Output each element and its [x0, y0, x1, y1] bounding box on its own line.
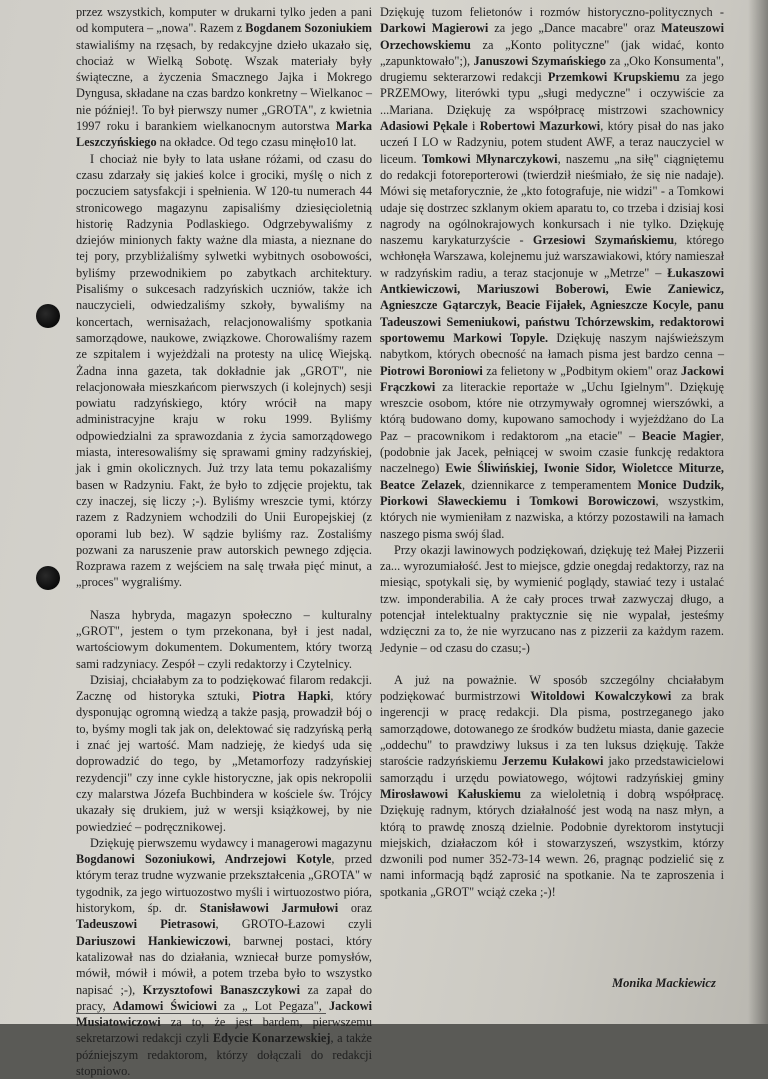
person-name: Przemkowi Krupskiemu — [547, 70, 680, 85]
person-name: Mateuszowi Orzechowskiemu — [380, 21, 725, 52]
text-run: , (podobnie jak Jacek, pełniącej w swoim czasie funkcję redaktora naczelnego) — [380, 428, 724, 476]
article-paragraph — [380, 4, 724, 542]
text-run: , barwnej postaci, który katalizował nas do działania, wzniecał burze pomysłów, mówił, mówił i mówił, a potem trzeba było to wszystko napisać ;-), — [76, 933, 373, 997]
person-name: Łukaszowi Antkiewiczowi, Mariuszowi Boberowi, Ewie Zaniewicz, Agnieszcze Gątarczyk, Beacie Fijałek, Agnieszcze Kocyle, panu Tadeuszowi Semeniukowi, państwu Tchórzewskim, redaktorowi sportowemu Markowi Topyle. — [380, 265, 724, 345]
text-run: Dzisiaj, chciałabym za to podziękować filarom redakcji. Zacznę od historyka sztuki, — [76, 672, 372, 704]
person-name: Darkowi Magierowi — [380, 21, 489, 36]
text-run: , który dysponując ogromną wiedzą a także pasją, prowadził bój o to, byśmy mogli tak jak on, delektować się radzyńską perłą i znać jej wartość. Mam nadzieję, że kiedyś uda się doprowadzić do tego, by „Metamorfozy radzyńskiej rezydencji" czy inne cykle historyczne, jak opis nekropolii czy malarstwa Józefa Buchbindera w kościele św. Trójcy ukazały się drukiem, już w wersji książkowej, by nie powiedzieć – podręcznikowej. — [76, 689, 372, 834]
text-run: na okładce. Od tego czasu minęło10 lat. — [156, 135, 357, 150]
text-run: za brak ingerencji w pracę redakcji. Dla pisma, postrzeganego jako samorządowe, dotowanego ze środków budżetu miasta, danie gazecie „oddechu" to prawdziwy luksus i za ten luksus dziękuję. Także staroście radzyńskiemu — [380, 689, 724, 769]
person-name: Tomkowi Młynarczykowi — [421, 151, 558, 166]
text-run: , dziennikarce z temperamentem — [462, 477, 638, 492]
article-paragraph — [76, 4, 372, 151]
person-name: Bogdanowi Sozoniukowi, Andrzejowi Kotyle — [76, 852, 332, 867]
person-name: Adasiowi Pękale — [380, 119, 468, 134]
person-name: Stanisławowi Jarmułowi — [199, 901, 339, 916]
text-run: za jego PRZEMOwy, literówki typu „sługi medyczne" i oczywiście za ...Mariana. Dziękuję za współpracę mistrzowi szachownicy — [380, 70, 724, 117]
article-paragraph — [76, 607, 372, 672]
text-run: Nasza hybryda, magazyn społeczno – kulturalny „GROT", jestem o tym przekonana, był i jest nadal, wartościowym dokumentem. Dokumentem, który tworzą sami radzyniacy. Zespół – czyli redaktorzy i Czytelnicy. — [76, 607, 372, 671]
person-name: Jackowi Frączkowi — [380, 363, 724, 394]
text-run: , wszystkim, których nie wymieniłam z nazwiska, a którzy pozostawili na łamach naszego pisma swój ślad. — [380, 493, 725, 541]
person-name: Krzysztofowi Banaszczykowi — [142, 982, 300, 997]
text-run: I chociaż nie były to lata usłane różami, od czasu do czasu zdarzały się jakieś kolce i grociki, myślę o nich z poczuciem satysfakcji i spełnienia. W 120-tu numerach 44 stronicowego magazynu zapisaliśmy dziesięcioletnią historię Radzynia Podlaskiego. Odgrzebywaliśmy z dziejów minionych fakty ważne dla miasta, a nieznane do tej pory, przybliżaliśmy sylwetki wybitnych osobowości, byliśmy przewodnikiem po zabytkach architektury. Pisaliśmy o sukcesach radzyńskich uczniów, także ich nauczycieli, odwiedzaliśmy szkoły, bywaliśmy na koncertach, wernisażach, relacjonowaliśmy spotkania samorządowe, naukowe, związkowe. Chorowaliśmy razem ze szpitalem i wyjeżdżali na protesty na ulicę Wiejską. Żadna inna gazeta, tak dokładnie jak „GROT", nie relacjonowała mieszkańcom pierwszych (i kolejnych) sesji powiatu radzyńskiego, który wrócił na mapy administracyjne kraju w roku 1999. Byliśmy odpowiedzialni za sprawozdania z życia samorządowego miasta, interesowaliśmy się sprawami gminy radzyńskiej, jak i gmin okolicznych. Już trzy lata temu pokazaliśmy basen w Radzyniu. Fakt, że było to zdjęcie projektu, tak czy inaczej, się liczy ;-). Byliśmy wreszcie tymi, którzy razem z Radzyniem wchodzili do Unii Europejskiej (z oporami lub bez). W sądzie byliśmy raz. Zostaliśmy pozwani za naruszenie praw autorskich pewnego zdjęcia. Rozprawa razem z wejściem na salę trwała pięć minut, a „proces" wygraliśmy. — [76, 151, 372, 590]
text-run: za „Konto polityczne" (jak widać, konto „zapunktowało";), — [380, 37, 724, 68]
person-name: Marka Leszczyńskiego — [76, 119, 372, 150]
person-name: Witoldowi Kowalczykowi — [530, 689, 672, 704]
article-paragraph — [76, 151, 372, 591]
text-run: za „Oko Konsumenta", drugiemu sekterarzowi redakcji — [380, 53, 724, 85]
text-run: za wieloletnią i dobrą współpracę. Dziękuję radnym, których działalność jest wodą na nasz młyn, a którą to prawdę znoszą dzielnie. Podobnie dyrektorom instytucji miejskich, działaczom kół i stowarzyszeń, wszystkim, którzy dzwonili pod numer 352-73-14 wewn. 26, pragnąc podzielić się z nami informacją bądź zaprosić na spotkanie. Na te zaproszenia i spotkania „GROT" wciąż czeka ;-)! — [380, 786, 724, 899]
text-run: , naszemu „na siłę" ciągniętemu do redakcji fotoreporterowi (twierdził nieśmiało, że się nie nadaje). Mówi się metaforycznie, że „kto fotografuje, nie widzi" - a Tomkowi udaje się dostrzec szklanym okiem aparatu to, co trzeba i dzisiaj kosi nagrody na ogólnokrajowych konkursach i nie tylko. Dziękuję naszemu karykaturzyście - — [380, 151, 724, 248]
text-run: A już na poważnie. W sposób szczególny chciałabym podziękować burmistrzowi — [380, 672, 724, 704]
article-paragraph — [76, 672, 372, 835]
text-run: , którego wchłonęła Warszawa, kolejnemu już warszawiakowi, który namieszał w radzyńskim radiu, a teraz stacjonuje w „Metrze" – — [380, 233, 724, 280]
person-name: Tadeuszowi Pietrasowi — [76, 917, 216, 932]
person-name: Januszowi Szymańskiego — [473, 53, 606, 68]
text-run: za zapał do pracy, — [76, 982, 372, 1013]
text-run: przez wszystkich, komputer w drukarni tylko jeden a pani od komputera – „nowa". Razem z — [76, 5, 372, 36]
binder-hole-top — [36, 304, 60, 328]
binder-hole-bottom — [36, 566, 60, 590]
article-column-left — [76, 4, 372, 1079]
article-column-right — [380, 4, 724, 900]
author-signature: Monika Mackiewicz — [612, 976, 716, 990]
person-name: Ewie Śliwińskiej, Iwonie Sidor, Wioletcce Miturze, Beatce Zelazek — [380, 461, 724, 492]
text-run: za to, że jest bardem, pierwszemu sekretarzowi redakcji czyli — [76, 1015, 372, 1046]
person-name: Monice Dudzik, Piorkowi Sławeckiemu i Tomkowi Borowiczowi — [380, 477, 724, 508]
person-name: Bogdanem Sozoniukiem — [245, 21, 373, 36]
text-run: Przy okazji lawinowych podziękowań, dziękuję też Małej Pizzerii za... wyrozumiałość. Jest to miejsce, gdzie onegdaj redaktorzy, raz na miesiąc, spotykali się, by wymienić poglądy, stawiać tezy i ustalać tzw. imponderabilia. A że cały proces trwał zazwyczaj długo, a potencjał intelektualny praktycznie się nie wypalał, jesteśmy wdzięczni za to, że nie wyrzucano nas z pizzerii za każdym razem. Jedynie – od czasu do czasu;-) — [380, 542, 724, 655]
text-run: za „ Lot Pegaza", — [216, 998, 329, 1013]
person-name: Adamowi Świciowi — [112, 998, 217, 1013]
text-run: Dziękuję pierwszemu wydawcy i managerowi magazynu — [90, 835, 372, 850]
page-edge-shadow — [748, 0, 768, 1024]
text-run: i — [467, 119, 480, 134]
person-name: Jerzemu Kułakowi — [502, 754, 604, 769]
person-name: Grzesiowi Szymańskiemu — [532, 233, 675, 248]
text-run: jako przedstawicielowi samorządu i urzędu powiatowego, wójtowi radzyńskiej gminy — [380, 754, 725, 785]
person-name: Edycie Konarzewskiej — [212, 1031, 331, 1046]
person-name: Piotrowi Boroniowi — [380, 363, 483, 378]
text-run: , GROTO-Łazowi czyli — [215, 917, 372, 932]
text-run: Dziękuję naszym najświeższym nabytkom, których obecność na łamach pisma jest bardzo cenna – — [380, 330, 724, 362]
text-run: oraz — [338, 901, 372, 916]
text-run: , który pisał do nas jako uczeń I LO w Radzyniu, potem student AWF, a teraz nauczyciel w liceum. — [380, 119, 724, 166]
text-run: za jego „Dance macabre" oraz — [488, 21, 662, 36]
article-paragraph — [76, 835, 372, 1079]
text-run: , przed którym teraz trudne wyzwanie przekształcenia „GROTA" w tygodnik, za jego wirtuozostwo myśli i wirtuozostwo pióra, historykom, śp. dr. — [76, 852, 372, 916]
person-name: Mirosławowi Kałuskiemu — [380, 786, 522, 801]
person-name: Beacie Magier — [641, 428, 721, 443]
text-run: za felietony w „Podbitym okiem" oraz — [482, 363, 681, 378]
article-paragraph — [380, 542, 724, 656]
person-name: Piotra Hapki — [252, 689, 331, 704]
person-name: Jackowi Musiatowiczowi — [76, 998, 372, 1030]
footer-rule — [76, 1013, 326, 1014]
person-name: Robertowi Mazurkowi — [479, 119, 601, 134]
text-run: , a także późniejszym redaktorom, którzy dołączali do redakcji stopniowo. — [76, 1031, 372, 1078]
text-run: stawialiśmy na rzęsach, by redakcyjne dzieło ukazało się, chociaż w Wielką Sobotę. Wszak materiały były świąteczne, a życzenia Smacznego Jajka i Mokrego Dyngusa, składane na czas bardzo konkretny – Wielkanoc – nie później!. To był pierwszy numer „GROTA", z kwietnia 1997 roku i barankiem wielkanocnym autorstwa — [76, 37, 372, 134]
article-paragraph — [380, 672, 724, 900]
text-run: Dziękuję tuzom felietonów i rozmów historyczno-politycznych - — [380, 5, 724, 19]
person-name: Dariuszowi Hankiewiczowi — [76, 933, 228, 948]
text-run: za literackie reportaże w „Uchu Igielnym". Dziękuję wreszcie osobom, które nie otrzymywały ogromnej wierszówki, a którą budowano domy, kupowano samochody i wyjeżdżano do La Paz – pracownikom i redaktorom „na etacie" – — [380, 379, 724, 443]
